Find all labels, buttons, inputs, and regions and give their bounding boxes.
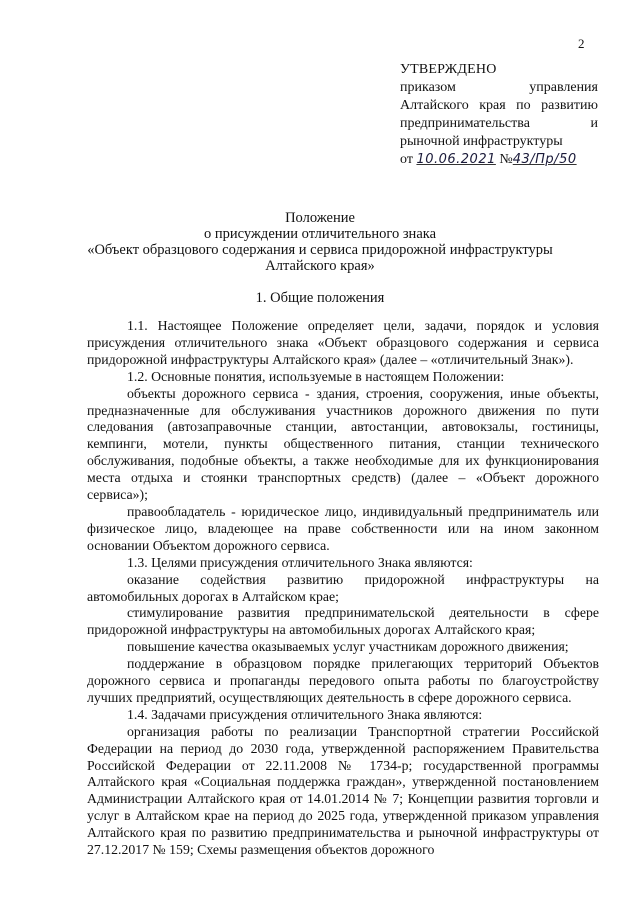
paragraph: объекты дорожного сервиса - здания, строения, сооружения, иные объекты, предназначенные для обслуживания участников дорожного движения по пути следования (автозаправочные станции, автостанции, автовокзалы, гостиницы, кемпинги, мотели, пункты общественного питания, станции технического обслуживания, подобные объекты, а также необходимые для их функционирования места отдыха и стоянки транспортных средств) (далее – «Объект дорожного сервиса»);	[87, 385, 599, 503]
title-line-3: «Объект образцового содержания и сервиса придорожной инфраструктуры	[87, 242, 553, 258]
approval-block	[400, 61, 598, 169]
paragraph: 1.1. Настоящее Положение определяет цели, задачи, порядок и условия присуждения отличительного знака «Объект образцового содержания и сервиса придорожной инфраструктуры Алтайского края» (далее – «отличительный Знак»).	[87, 318, 599, 367]
paragraph: оказание содействия развитию придорожной инфраструктуры на автомобильных дорогах в Алтайском крае;	[87, 571, 599, 604]
paragraph: 1.3. Целями присуждения отличительного Знака являются:	[127, 554, 473, 570]
paragraph: стимулирование развития предпринимательской деятельности в сфере придорожной инфраструктуры на автомобильных дорогах Алтайского края;	[87, 605, 599, 638]
paragraph: организация работы по реализации Транспортной стратегии Российской Федерации на период до 2030 года, утвержденной распоряжением Правительства Российской Федерации от 22.11.2008 № 1734-р; государственной программы Алтайского края «Социальная поддержка граждан», утвержденной постановлением Администрации Алтайского края от 14.01.2014 № 7; Концепции развития торговли и услуг в Алтайском крае на период до 2025 года, утвержденной приказом управления Алтайского края по развитию предпринимательства и рыночной инфраструктуры от 27.12.2017 № 159; Схемы размещения объектов дорожного	[87, 723, 599, 858]
number-prefix: №	[499, 152, 513, 167]
paragraph: 1.2. Основные понятия, используемые в настоящем Положении:	[127, 368, 505, 384]
document-title	[80, 210, 560, 274]
date-prefix: от	[400, 152, 413, 167]
paragraph: правообладатель - юридическое лицо, индивидуальный предприниматель или физическое лицо, владеющее на праве собственности или на ином законном основании Объектом дорожного сервиса.	[87, 503, 599, 553]
approval-date-line	[400, 151, 598, 169]
handwritten-number: 43/Пр/50	[512, 152, 577, 167]
title-line-4: Алтайского края»	[265, 258, 375, 274]
paragraph: 1.4. Задачами присуждения отличительного Знака являются:	[127, 706, 483, 722]
title-line-2: о присуждении отличительного знака	[203, 226, 437, 242]
title-line-1: Положение	[285, 210, 355, 226]
body-text	[87, 318, 599, 859]
approval-title: УТВЕРЖДЕНО	[400, 62, 497, 77]
paragraph: повышение качества оказываемых услуг участникам дорожного движения;	[127, 639, 569, 655]
approval-text: приказом управления Алтайского края по развитию предпринимательства и рыночной инфраструктуры	[400, 80, 598, 149]
handwritten-date: 10.06.2021	[416, 152, 496, 167]
paragraph: поддержание в образцовом порядке прилегающих территорий Объектов дорожного сервиса и пропаганды передового опыта работы по благоустройству лучших предприятий, осуществляющих деятельность в сфере дорожного сервиса.	[87, 656, 599, 705]
page-number: 2	[578, 36, 585, 51]
section-heading: 1. Общие положения	[255, 290, 385, 306]
